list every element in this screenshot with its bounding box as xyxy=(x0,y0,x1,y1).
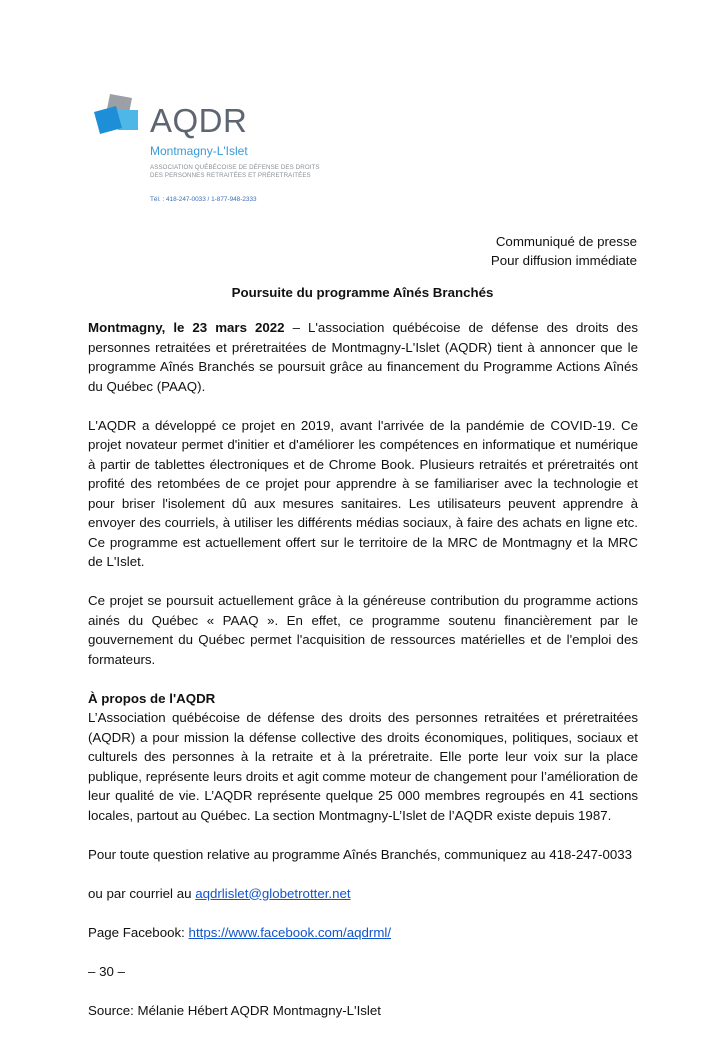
intro-text: – L'association québécoise de défense des droits des personnes retraitées et préretraitées de Montmagny-L'Islet (AQDR) tient à annoncer que le programme Aînés Branchés se poursuit grâce au financement du Programme Actions Aînés du Québec (PAAQ). xyxy=(88,320,638,394)
email-prefix: ou par courriel au xyxy=(88,885,196,901)
contact-line: Pour toute question relative au programme Aînés Branchés, communiquez au 418-247-0033 xyxy=(88,846,633,862)
document-body xyxy=(88,318,638,1040)
facebook-link[interactable]: https://www.facebook.com/aqdrml/ xyxy=(188,924,392,940)
email-link[interactable]: aqdrlislet@globetrotter.net xyxy=(195,885,351,901)
paragraph-intro xyxy=(88,318,638,396)
source-line: Source: Mélanie Hébert AQDR Montmagny-L'Islet xyxy=(88,1002,381,1018)
logo-title: AQDR xyxy=(150,102,248,139)
press-release-header xyxy=(491,232,637,270)
press-release-label: Communiqué de presse xyxy=(495,234,637,249)
immediate-release-label: Pour diffusion immédiate xyxy=(490,253,637,268)
dateline: Montmagny, le 23 mars 2022 xyxy=(88,320,285,335)
paragraph-funding: Ce projet se poursuit actuellement grâce à la généreuse contribution du programme actions ainés du Québec « PAAQ ». En effet, ce programme soutenu financièrement par le gouvernement du Québec permet l'acquisition de ressources matérielles et de l'emploi des formateurs. xyxy=(88,593,638,667)
about-heading: À propos de l'AQDR xyxy=(88,690,216,706)
organization-logo xyxy=(88,92,320,207)
document-title: Poursuite du programme Aînés Branchés xyxy=(231,285,494,300)
paragraph-about: L’Association québécoise de défense des droits des personnes retraitées et préretraitées (AQDR) a pour mission la défense collective des droits économiques, politiques, sociaux et culturels des personnes à la retraite et à la préretraite. Elle porte leur voix sur la place publique, représente leurs droits et agit comme moteur de changement pour l’amélioration de leur qualité de vie. L’AQDR représente quelque 25 000 membres regroupés en 41 sections locales, partout au Québec. La section Montmagny-L’Islet de l’AQDR existe depuis 1987. xyxy=(88,710,638,823)
logo-subtitle: Montmagny-L'Islet xyxy=(150,144,248,158)
end-mark: – 30 – xyxy=(88,963,125,979)
facebook-line xyxy=(88,923,638,943)
paragraph-project: L'AQDR a développé ce projet en 2019, avant l'arrivée de la pandémie de COVID-19. Ce projet novateur permet d'initier et d'améliorer les compétences en informatique et numérique à partir de tablettes électroniques et de Chrome Book. Plusieurs retraités et préretraités ont profité des retombées de ce projet pour apprendre à se familiariser avec la technologie et pour briser l'isolement dû aux mesures sanitaires. Les utilisateurs peuvent apprendre à envoyer des courriels, à utiliser les différents médias sociaux, à faire des achats en ligne etc. Ce programme est actuellement offert sur le territoire de la MRC de Montmagny et la MRC de L'Islet. xyxy=(88,417,638,569)
facebook-prefix: Page Facebook: xyxy=(88,924,189,940)
logo-phone: Tél. : 418-247-0033 / 1-877-948-2333 xyxy=(150,196,257,203)
email-line xyxy=(88,884,638,904)
aqdr-squares-icon xyxy=(88,92,150,144)
logo-tagline: ASSOCIATION QUÉBÉCOISE DE DÉFENSE DES DROITS DES PERSONNES RETRAITÉES ET PRÉRETRAITÉES xyxy=(150,164,320,179)
